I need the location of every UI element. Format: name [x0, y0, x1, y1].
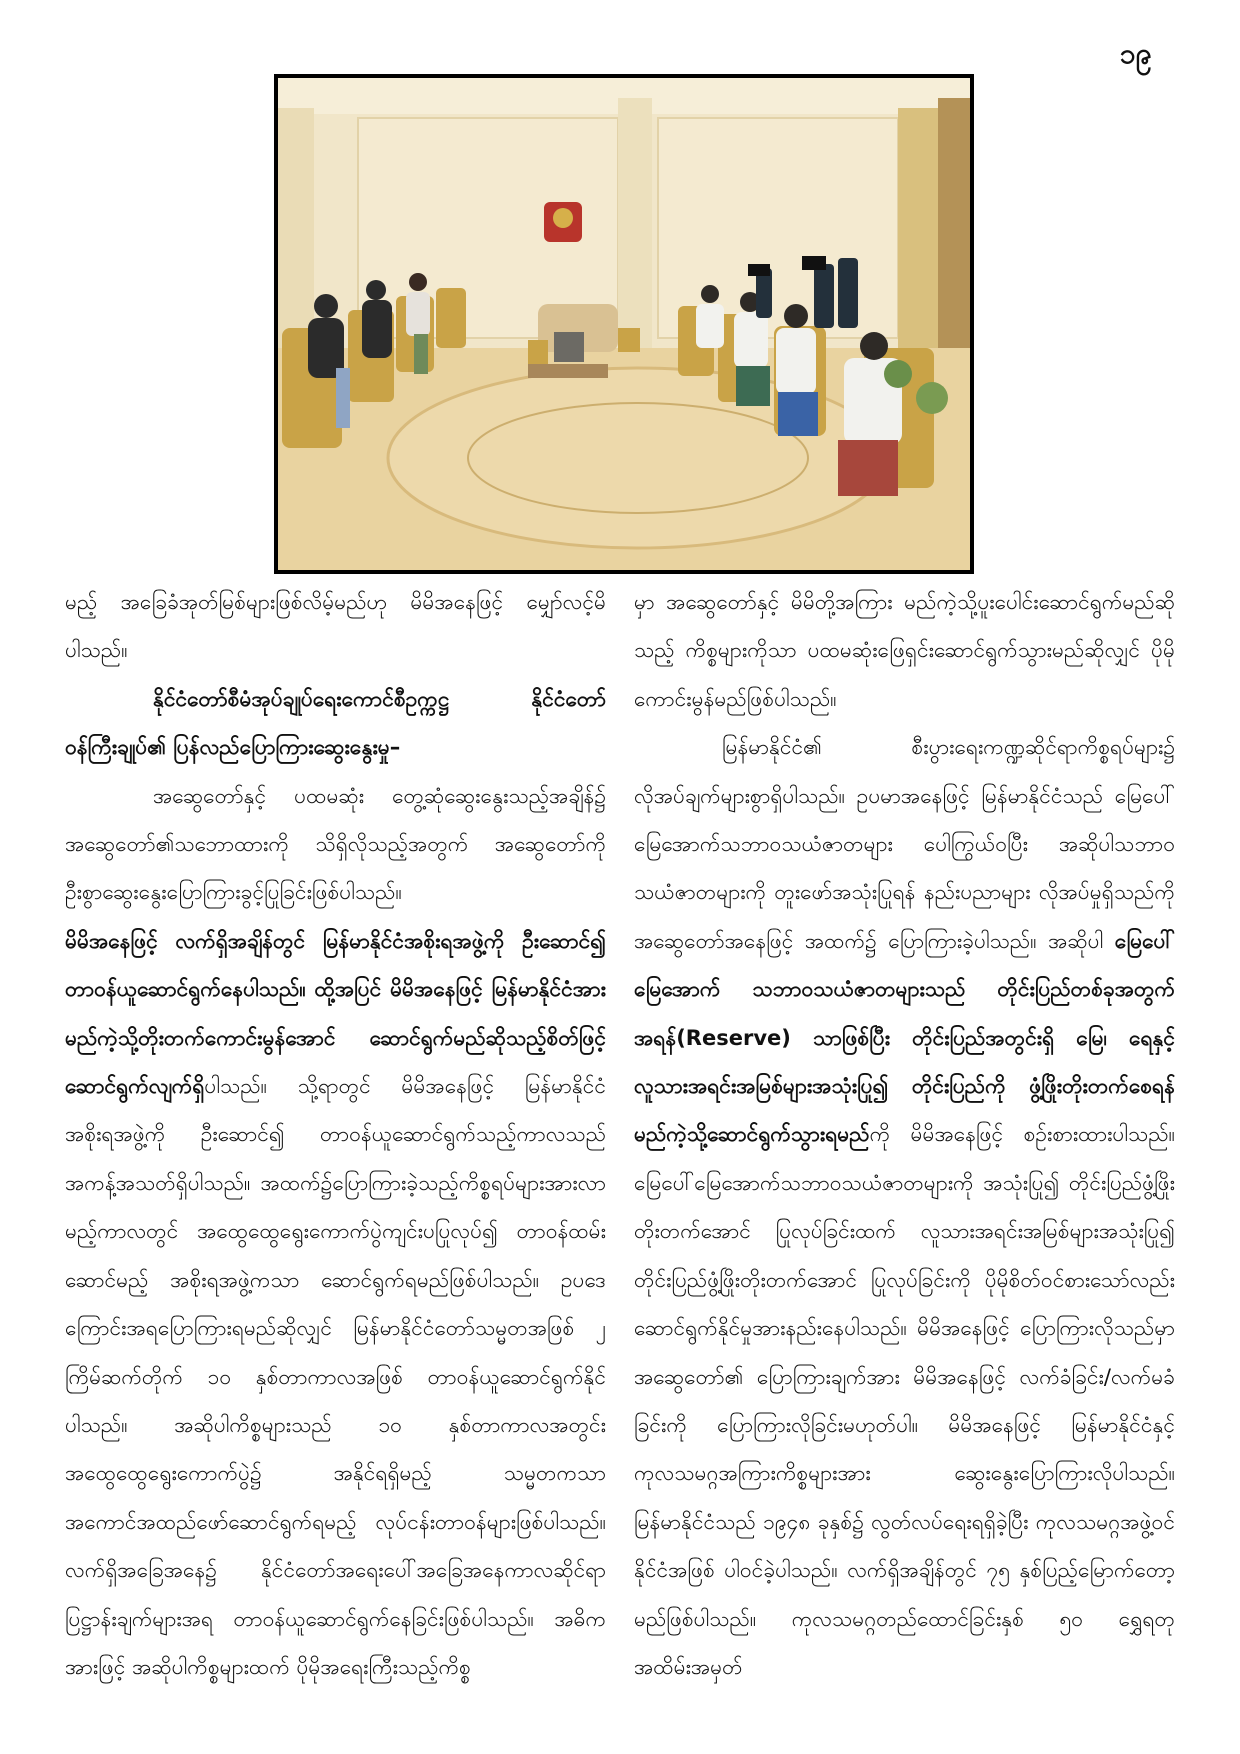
paragraph: မည့် အခြေခံအုတ်မြစ်များဖြစ်လိမ့်မည်ဟု မိမိအနေဖြင့် မျှော်လင့်မိပါသည်။ [65, 590, 606, 663]
paragraph-text: ပါသည်။ သို့ရာတွင် မိမိအနေဖြင့် မြန်မာနိုင်ငံအစိုးရအဖွဲ့ကို ဦးဆောင်၍ တာဝန်ယူဆောင်ရွက်သည့်ကာလသည် အကန့်အသတ်ရှိပါသည်။ အထက်၌ပြောကြားခဲ့သည့်ကိစ္စရပ်များအားလာမည့်ကာလတွင် အထွေထွေရွေးကောက်ပွဲကျင်းပပြုလုပ်၍ တာဝန်ထမ်းဆောင်မည့် အစိုးရအဖွဲ့ကသာ ဆောင်ရွက်ရမည်ဖြစ်ပါသည်။ ဥပဒေကြောင်းအရပြောကြားရမည်ဆိုလျှင် မြန်မာနိုင်ငံတော်သမ္မတအဖြစ် ၂ ကြိမ်ဆက်တိုက် ၁၀ နှစ်တာကာလအဖြစ် တာဝန်ယူဆောင်ရွက်နိုင်ပါသည်။ အဆိုပါကိစ္စများသည် ၁၀ နှစ်တာကာလအတွင်း အထွေထွေရွေးကောက်ပွဲ၌ အနိုင်ရရှိမည့် သမ္မတကသာ အကောင်အထည်ဖော်ဆောင်ရွက်ရမည့် လုပ်ငန်းတာဝန်များဖြစ်ပါသည်။ လက်ရှိအခြေအနေ၌ နိုင်ငံတော်အရေးပေါ်အခြေအနေကာလဆိုင်ရာပြဋ္ဌာန်းချက်များအရ တာဝန်ယူဆောင်ရွက်နေခြင်းဖြစ်ပါသည်။ အဓိကအားဖြင့် အဆိုပါကိစ္စများထက် ပိုမိုအရေးကြီးသည့်ကိစ္စ [65, 1074, 606, 1679]
article-right-column [634, 578, 1175, 1728]
emphasis-text: မိမိအနေဖြင့် လက်ရှိအချိန်တွင် မြန်မာနိုင်ငံအစိုးရအဖွဲ့ကို ဦးဆောင်၍ တာဝန်ယူဆောင်ရွက်နေပါသည်။ ထို့အပြင် မိမိအနေဖြင့် မြန်မာနိုင်ငံအား မည်ကဲ့သို့တိုးတက်ကောင်းမွန်အောင် ဆောင်ရွက်မည်ဆိုသည့်စိတ်ဖြင့် ဆောင်ရွက်လျက်ရှိ [65, 928, 606, 1099]
meeting-photo [274, 74, 974, 574]
emphasis-text: မြေပေါ်မြေအောက် သဘာဝသယံဇာတများသည် တိုင်းပြည်တစ်ခုအတွက် အရန်(Reserve) သာဖြစ်ပြီး တိုင်းပြည်အတွင်းရှိ မြေ၊ ရေနှင့် လူသားအရင်းအမြစ်များအသုံးပြု၍ တိုင်းပြည်ကို ဖွံ့ဖြိုးတိုးတက်စေရန် မည်ကဲ့သို့ဆောင်ရွက်သွားရမည် [634, 928, 1175, 1147]
paragraph [65, 917, 606, 1692]
paragraph: အဆွေတော်နှင့် ပထမဆုံး တွေ့ဆုံဆွေးနွေးသည့်အချိန်၌ အဆွေတော်၏သဘောထားကို သိရှိလိုသည့်အတွက် အဆွေတော်ကို ဦးစွာဆွေးနွေးပြောကြားခွင့်ပြုခြင်းဖြစ်ပါသည်။ [65, 783, 606, 905]
paragraph: မှာ အဆွေတော်နှင့် မိမိတို့အကြား မည်ကဲ့သို့ပူးပေါင်းဆောင်ရွက်မည်ဆိုသည့် ကိစ္စများကိုသာ ပထမဆုံးဖြေရှင်းဆောင်ရွက်သွားမည်ဆိုလျှင် ပိုမိုကောင်းမွန်မည်ဖြစ်ပါသည်။ [634, 590, 1175, 711]
page-number: ၁၉ [1120, 37, 1152, 70]
meeting-room-photo-icon [278, 78, 970, 570]
paragraph-text: ကို မိမိအနေဖြင့် စဉ်းစားထားပါသည်။ မြေပေါ်မြေအောက်သဘာဝသယံဇာတများကို အသုံးပြု၍ တိုင်းပြည်ဖွံ့ဖြိုးတိုးတက်အောင် ပြုလုပ်ခြင်းထက် လူသားအရင်းအမြစ်များအသုံးပြု၍ တိုင်းပြည်ဖွံ့ဖြိုးတိုးတက်အောင် ပြုလုပ်ခြင်းကို ပိုမိုစိတ်ဝင်စားသော်လည်း ဆောင်ရွက်နိုင်မှုအားနည်းနေပါသည်။ မိမိအနေဖြင့် ပြောကြားလိုသည်မှာ အဆွေတော်၏ ပြောကြားချက်အား မိမိအနေဖြင့် လက်ခံခြင်း/လက်မခံခြင်းကို ပြောကြားလိုခြင်းမဟုတ်ပါ။ မိမိအနေဖြင့် မြန်မာနိုင်ငံနှင့် ကုလသမဂ္ဂအကြားကိစ္စများအား ဆွေးနွေးပြောကြားလိုပါသည်။ မြန်မာနိုင်ငံသည် ၁၉၄၈ ခုနှစ်၌ လွတ်လပ်ရေးရရှိခဲ့ပြီး ကုလသမဂ္ဂအဖွဲ့ဝင်နိုင်ငံအဖြစ် ပါဝင်ခဲ့ပါသည်။ လက်ရှိအချိန်တွင် ၇၅ နှစ်ပြည့်မြောက်တော့မည်ဖြစ်ပါသည်။ ကုလသမဂ္ဂတည်ထောင်ခြင်းနှစ် ၅၀ ရွှေရတု အထိမ်းအမှတ် [634, 1122, 1175, 1679]
article-left-column [65, 578, 606, 1728]
state-emblem-icon [544, 202, 582, 242]
paragraph-text: မြန်မာနိုင်ငံ၏ စီးပွားရေးကဏ္ဍဆိုင်ရာကိစ္စရပ်များ၌ လိုအပ်ချက်များစွာရှိပါသည်။ ဥပမာအနေဖြင့် မြန်မာနိုင်ငံသည် မြေပေါ်မြေအောက်သဘာဝသယံဇာတများ ပေါကြွယ်ဝပြီး အဆိုပါသဘာဝသယံဇာတများကို တူးဖော်အသုံးပြုရန် နည်းပညာများ လိုအပ်မှုရှိသည်ကို အဆွေတော်အနေဖြင့် အထက်၌ ပြောကြားခဲ့ပါသည်။ အဆိုပါ [634, 735, 1175, 953]
paragraph [634, 723, 1175, 1691]
section-heading: နိုင်ငံတော်စီမံအုပ်ချုပ်ရေးကောင်စီဥက္ကဋ္ဌ နိုင်ငံတော်ဝန်ကြီးချုပ်၏ ပြန်လည်ပြောကြားဆွေးနွေးမှု– [65, 686, 606, 760]
